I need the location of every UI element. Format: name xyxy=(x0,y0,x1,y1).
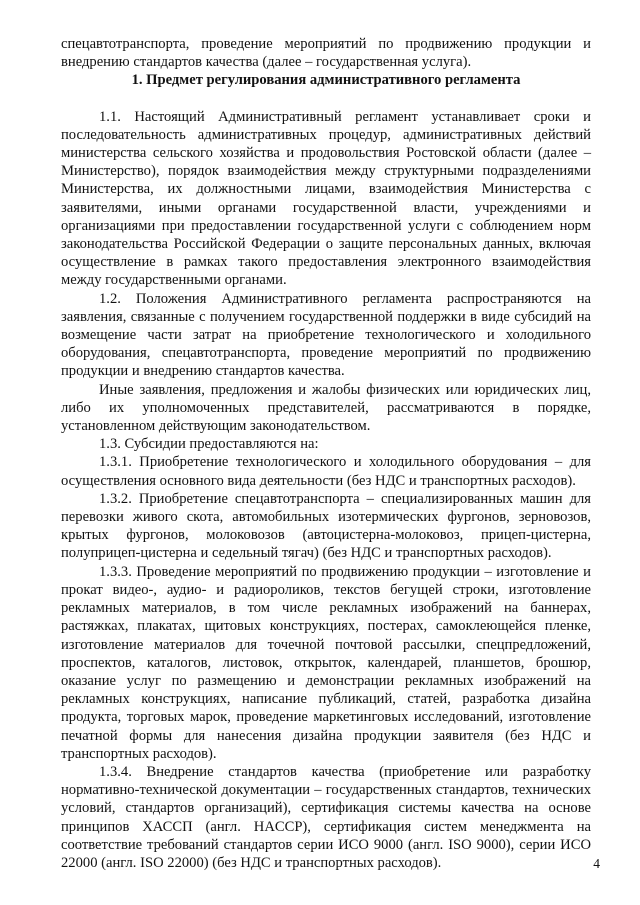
page-number: 4 xyxy=(593,856,600,871)
paragraph-1-3-3: 1.3.3. Проведение мероприятий по продвижению продукции – изготовление и прокат видео-, аудио- и радиороликов, текстов бегущей строки, изготовление рекламных материалов, в том числе рекламных изображений на баннерах, растяжках, плакатах, щитовых конструкциях, постерах, самоклеющейся пленке, изготовление материалов для точечной почтовой рассылки, спецпредложений, проспектов, каталогов, листовок, открыток, календарей, планшетов, брошюр, оказание услуг по размещению и демонстрации рекламных изображений на рекламных конструкциях, написание публикаций, статей, разработка дизайна продукта, торговых марок, проведение маркетинговых исследований, изготовление печатной формы для нанесения дизайна продукции заявителя (без НДС и транспортных расходов). xyxy=(61,563,591,762)
paragraph-1-3-2: 1.3.2. Приобретение спецавтотранспорта – специализированных машин для перевозки живого скота, автомобильных изотермических фургонов, зерновозов, крытых фургонов, молоковозов (автоцистерна-молоковоз, прицеп-цистерна, полуприцеп-цистерна и седельный тягач) (без НДС и транспортных расходов). xyxy=(61,490,591,562)
paragraph-1-3: 1.3. Субсидии предоставляются на: xyxy=(99,436,319,453)
paragraph-other-applications: Иные заявления, предложения и жалобы физических или юридических лиц, либо их уполномоченных представителей, рассматриваются в порядке, установленном действующим законодательством. xyxy=(61,381,591,435)
lead-paragraph: спецавтотранспорта, проведение мероприятий по продвижению продукции и внедрению стандартов качества (далее – государственная услуга). xyxy=(61,36,591,71)
paragraph-1-1: 1.1. Настоящий Административный регламент устанавливает сроки и последовательность административных процедур, административных действий министерства сельского хозяйства и продовольствия Ростовской области (далее – Министерство), порядок взаимодействия между структурными подразделениями Министерства, их должностными лицами, взаимодействия Министерства с заявителями, иными органами государственной власти, учреждениями и организациями при предоставлении государственной услуги с соблюдением норм законодательства Российской Федерации о защите персональных данных, включая осуществление в рамках такого предоставления электронного взаимодействия между государственными органами. xyxy=(61,108,591,289)
paragraph-1-3-4: 1.3.4. Внедрение стандартов качества (приобретение или разработку нормативно-технической документации – государственных стандартов, технических условий, стандартов организаций), сертификация системы качества на основе принципов ХАССП (англ. HACCP), сертификация систем менеджмента на соответствие требований стандартов серии ИСО 9000 (англ. ISO 9000), серии ИСО 22000 (англ. ISO 22000) (без НДС и транспортных расходов). xyxy=(61,763,591,871)
paragraph-1-3-1: 1.3.1. Приобретение технологического и холодильного оборудования – для осуществления основного вида деятельности (без НДС и транспортных расходов). xyxy=(61,454,591,489)
section-heading: 1. Предмет регулирования административного регламента xyxy=(131,72,521,89)
document-body xyxy=(61,35,591,872)
paragraph-1-2: 1.2. Положения Административного регламента распространяются на заявления, связанные с получением государственной поддержки в виде субсидий на возмещение части затрат на приобретение технологического и холодильного оборудования, спецавтотранспорта, проведение мероприятий по продвижению продукции и внедрению стандартов качества. xyxy=(61,290,591,380)
